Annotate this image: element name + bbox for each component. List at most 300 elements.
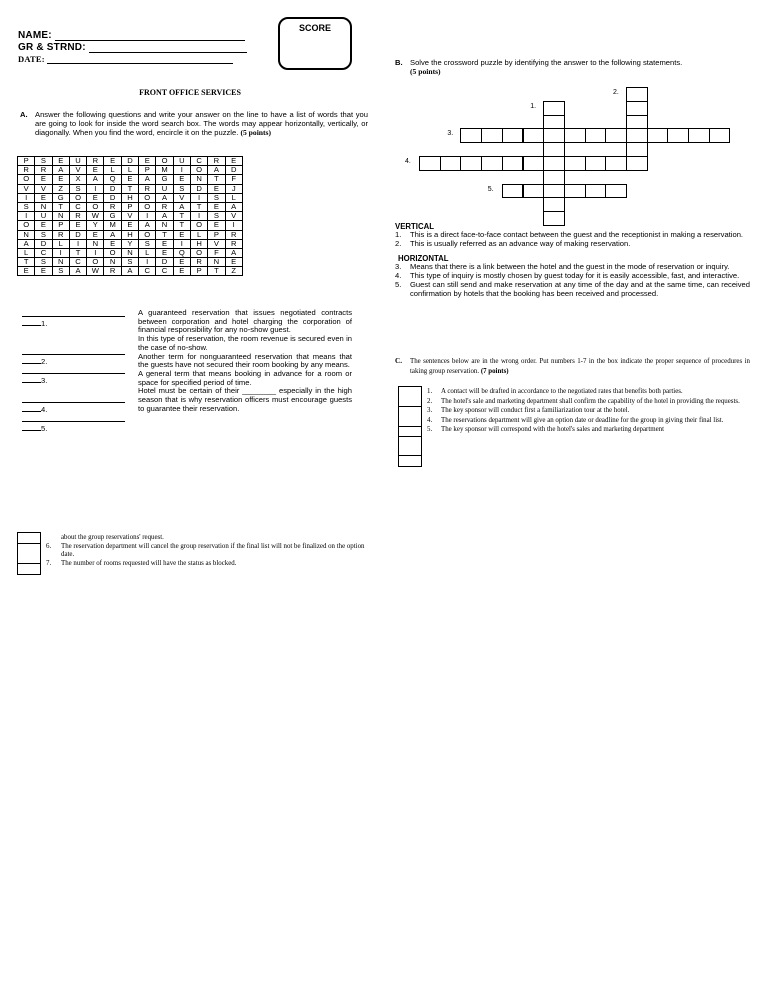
clue-text: This is a direct face-to-face contact between the guest and the receptionist in making a reservation. <box>410 230 744 239</box>
grid-cell[interactable]: S <box>208 212 225 221</box>
grid-cell[interactable]: Q <box>173 248 190 257</box>
grid-cell[interactable]: E <box>139 157 156 166</box>
crossword-clue-number: 1. <box>530 102 537 110</box>
grid-cell[interactable]: S <box>173 184 190 193</box>
definition-1: A guaranteed reservation that issues negotiated contracts between corporation and hotel charging the corporation of financial responsibility for any no-show guest. <box>138 308 352 335</box>
grid-cell[interactable]: O <box>139 193 156 202</box>
grid-cell[interactable]: S <box>35 157 52 166</box>
crossword-cell[interactable] <box>605 184 627 199</box>
definition-2: In this type of reservation, the room revenue is secured even in the case of no-show. <box>138 334 352 352</box>
grid-cell[interactable]: Q <box>104 175 121 184</box>
grid-cell[interactable]: S <box>121 258 138 267</box>
item-number: 4. <box>427 416 433 424</box>
section-c-item-3 <box>427 406 746 416</box>
crossword-cell[interactable] <box>543 170 565 185</box>
grid-row <box>18 267 243 276</box>
date-field[interactable] <box>47 55 233 64</box>
grid-cell[interactable]: D <box>104 193 121 202</box>
item-text: The hotel's sale and marketing department shall confirm the capability of the hotel in providing the requests. <box>441 397 740 405</box>
grid-cell[interactable]: I <box>225 221 242 230</box>
crossword-cell[interactable] <box>502 128 524 143</box>
grid-cell[interactable]: E <box>87 166 104 175</box>
grid-cell[interactable]: D <box>121 157 138 166</box>
grid-cell[interactable]: E <box>173 267 190 276</box>
grid-cell[interactable]: X <box>69 175 86 184</box>
grid-cell[interactable]: E <box>52 175 69 184</box>
grid-cell[interactable]: J <box>225 184 242 193</box>
grid-cell[interactable]: Z <box>225 267 242 276</box>
grid-cell[interactable]: T <box>173 212 190 221</box>
grid-cell[interactable]: E <box>52 157 69 166</box>
grid-cell[interactable]: M <box>156 166 173 175</box>
section-c-items <box>427 387 746 435</box>
date-label: DATE: <box>18 54 45 64</box>
grid-cell[interactable]: E <box>87 230 104 239</box>
crossword-clue-number: 2. <box>613 89 619 96</box>
answer-blank-1[interactable] <box>22 310 127 328</box>
grid-cell[interactable]: O <box>139 202 156 211</box>
section-c-instructions <box>410 357 750 376</box>
grid-cell[interactable]: I <box>87 184 104 193</box>
horizontal-heading: HORIZONTAL <box>398 254 449 264</box>
grid-cell[interactable]: S <box>35 230 52 239</box>
grid-cell[interactable]: L <box>225 193 242 202</box>
crossword-cell[interactable] <box>543 115 565 130</box>
grid-cell[interactable]: E <box>208 184 225 193</box>
grid-cell[interactable]: C <box>69 202 86 211</box>
crossword-cell[interactable] <box>543 156 565 171</box>
grid-cell[interactable]: T <box>190 202 207 211</box>
grid-cell[interactable]: A <box>121 267 138 276</box>
grid-cell[interactable]: T <box>121 184 138 193</box>
crossword-cell[interactable] <box>626 101 648 116</box>
crossword-cell[interactable] <box>419 156 441 171</box>
grid-cell[interactable]: S <box>139 239 156 248</box>
crossword-cell[interactable] <box>523 156 545 171</box>
grid-cell[interactable]: L <box>18 248 35 257</box>
grid-cell[interactable]: N <box>156 221 173 230</box>
grid-cell[interactable]: E <box>35 175 52 184</box>
grid-cell[interactable]: N <box>18 230 35 239</box>
clue-text: Guest can still send and make reservation at any time of the day and at the same time, can received confirmation by hotels that the booking has been received and processed. <box>410 279 750 298</box>
grid-cell[interactable]: N <box>52 258 69 267</box>
grid-cell[interactable]: C <box>156 267 173 276</box>
grid-cell[interactable]: F <box>208 248 225 257</box>
crossword-cell[interactable] <box>481 156 503 171</box>
word-search-table <box>17 156 243 276</box>
grid-cell[interactable]: G <box>104 212 121 221</box>
grid-cell[interactable]: P <box>121 202 138 211</box>
section-c-item-7 <box>46 559 371 569</box>
grid-cell[interactable]: V <box>208 239 225 248</box>
grid-cell[interactable]: I <box>190 193 207 202</box>
name-label: NAME: <box>18 30 52 41</box>
grid-cell[interactable]: R <box>225 230 242 239</box>
section-c-item-5-cont: about the group reservations' request. <box>61 534 164 541</box>
grid-cell[interactable]: R <box>156 202 173 211</box>
grid-cell[interactable]: N <box>104 258 121 267</box>
definition-3: Another term for nonguaranteed reservation that means that the guests have not secured their room booking by any means. <box>138 351 352 370</box>
crossword-cell[interactable] <box>626 115 648 130</box>
answer-box-6[interactable] <box>17 543 41 564</box>
grid-cell[interactable]: L <box>190 230 207 239</box>
grid-cell[interactable]: R <box>69 212 86 221</box>
crossword-cell[interactable] <box>647 128 669 143</box>
grid-cell[interactable]: A <box>225 202 242 211</box>
crossword-cell[interactable] <box>440 156 462 171</box>
grid-cell[interactable]: E <box>208 202 225 211</box>
crossword-cell[interactable] <box>626 87 648 102</box>
grid-row <box>18 175 243 184</box>
crossword-cell[interactable] <box>626 156 648 171</box>
answer-box-1[interactable] <box>398 386 422 407</box>
grid-cell[interactable]: I <box>18 193 35 202</box>
grid-cell[interactable]: E <box>121 221 138 230</box>
grid-cell[interactable]: L <box>52 239 69 248</box>
grade-label: GR & STRND: <box>18 42 86 53</box>
grid-cell[interactable]: T <box>69 248 86 257</box>
grid-cell[interactable]: O <box>104 248 121 257</box>
grid-cell[interactable]: A <box>139 221 156 230</box>
grid-cell[interactable]: G <box>52 193 69 202</box>
grid-cell[interactable]: R <box>190 258 207 267</box>
grid-cell[interactable]: I <box>190 212 207 221</box>
grid-cell[interactable]: N <box>208 258 225 267</box>
horizontal-clue-5 <box>395 281 750 298</box>
grid-cell[interactable]: O <box>139 230 156 239</box>
page-title: FRONT OFFICE SERVICES <box>139 88 241 97</box>
grid-cell[interactable]: W <box>87 212 104 221</box>
grid-cell[interactable]: T <box>18 258 35 267</box>
grid-cell[interactable]: P <box>139 166 156 175</box>
item-text: The key sponsor will correspond with the hotel's sales and marketing department <box>441 426 665 434</box>
section-b-points: (5 points) <box>410 67 441 76</box>
grid-cell[interactable]: O <box>87 202 104 211</box>
grid-cell[interactable]: U <box>156 184 173 193</box>
grid-cell[interactable]: E <box>69 221 86 230</box>
section-b-letter: B. <box>395 58 403 67</box>
clue-number: 4. <box>395 271 402 281</box>
grid-cell[interactable]: N <box>35 202 52 211</box>
answer-box-7[interactable] <box>17 563 41 575</box>
name-field[interactable] <box>55 31 245 41</box>
answer-blank-5[interactable] <box>22 415 127 433</box>
grid-cell[interactable]: R <box>139 184 156 193</box>
grid-cell[interactable]: L <box>104 166 121 175</box>
grid-cell[interactable]: E <box>173 230 190 239</box>
section-c-text: The sentences below are in the wrong order. Put numbers 1-7 in the box indicate the proper sequence of procedures in taking group reservation. <box>410 358 750 375</box>
clue-number: 2. <box>395 238 402 248</box>
section-c-item-6 <box>46 542 371 560</box>
clue-text: This is usually referred as an advance way of making reservation. <box>410 238 631 248</box>
grid-cell[interactable]: S <box>52 267 69 276</box>
grid-cell[interactable]: C <box>139 267 156 276</box>
grid-cell[interactable]: L <box>139 248 156 257</box>
vertical-clue-2 <box>395 240 750 249</box>
item-number: 5. <box>427 426 433 434</box>
grid-cell[interactable]: H <box>121 193 138 202</box>
grid-cell[interactable]: P <box>52 221 69 230</box>
grade-field[interactable] <box>89 43 247 53</box>
grid-cell[interactable]: O <box>69 193 86 202</box>
grid-cell[interactable]: V <box>173 193 190 202</box>
grid-cell[interactable]: I <box>69 239 86 248</box>
crossword-cell[interactable] <box>585 184 607 199</box>
item-text: The reservations department will give an option date or deadline for the group in giving their final list. <box>441 416 724 424</box>
grid-cell[interactable]: O <box>87 258 104 267</box>
crossword-cell[interactable] <box>585 156 607 171</box>
item-number: 3. <box>427 407 433 415</box>
grid-cell[interactable]: E <box>173 258 190 267</box>
grid-cell[interactable]: A <box>52 166 69 175</box>
grid-cell[interactable]: D <box>104 184 121 193</box>
grid-cell[interactable]: D <box>69 230 86 239</box>
grid-cell[interactable]: S <box>69 184 86 193</box>
clue-number: 3. <box>395 262 402 272</box>
item-text: A contact will be drafted in accordance to the negotiated rates that benefits both parties. <box>441 388 683 395</box>
grid-cell[interactable]: A <box>173 202 190 211</box>
answer-number: 4. <box>41 405 48 414</box>
grid-cell[interactable]: G <box>156 175 173 184</box>
item-text: The reservation department will cancel the group reservation if the final list will not be finalized on the option date. <box>61 542 365 559</box>
grid-cell[interactable]: O <box>190 221 207 230</box>
grid-cell[interactable]: T <box>52 202 69 211</box>
grid-cell[interactable]: Y <box>121 239 138 248</box>
crossword-cell[interactable] <box>543 184 565 199</box>
crossword-cell[interactable] <box>626 128 648 143</box>
grid-cell[interactable]: D <box>225 166 242 175</box>
crossword-clue-number: 3. <box>447 130 454 138</box>
grid-cell[interactable]: T <box>173 221 190 230</box>
grid-cell[interactable]: N <box>87 239 104 248</box>
grid-cell[interactable]: A <box>225 248 242 257</box>
crossword-cell[interactable] <box>523 184 545 199</box>
crossword-cell[interactable] <box>605 156 627 171</box>
grid-cell[interactable]: A <box>69 267 86 276</box>
crossword-cell[interactable] <box>543 101 565 116</box>
grid-cell[interactable]: E <box>156 248 173 257</box>
grid-cell[interactable]: M <box>104 221 121 230</box>
grid-cell[interactable]: D <box>35 239 52 248</box>
grid-cell[interactable]: A <box>87 175 104 184</box>
score-label: SCORE <box>298 23 331 33</box>
grid-cell[interactable]: E <box>104 157 121 166</box>
crossword-cell[interactable] <box>564 184 586 199</box>
grid-cell[interactable]: O <box>156 157 173 166</box>
grid-cell[interactable]: O <box>18 221 35 230</box>
grid-cell[interactable]: A <box>208 166 225 175</box>
crossword-cell[interactable] <box>460 156 482 171</box>
crossword-cell[interactable] <box>564 156 586 171</box>
grid-cell[interactable]: F <box>225 175 242 184</box>
grid-cell[interactable]: R <box>18 166 35 175</box>
section-c-item-5 <box>427 425 746 435</box>
crossword-cell[interactable] <box>585 128 607 143</box>
grid-row <box>18 221 243 230</box>
crossword-cell[interactable] <box>481 128 503 143</box>
grid-cell[interactable]: E <box>35 221 52 230</box>
grid-cell[interactable]: A <box>156 193 173 202</box>
answer-blank-3[interactable] <box>22 367 127 385</box>
grid-cell[interactable]: V <box>225 212 242 221</box>
section-b-instructions <box>410 58 752 76</box>
answer-blank-2[interactable] <box>22 348 127 366</box>
item-number: 2. <box>427 397 433 405</box>
definition-4: A general term that means booking in advance for a room or space for specified period of time. <box>138 368 352 387</box>
grid-cell[interactable]: R <box>104 202 121 211</box>
section-b-text: Solve the crossword puzzle by identifying the answer to the following statements. <box>410 58 683 67</box>
clue-number: 1. <box>395 230 402 239</box>
grid-cell[interactable]: Z <box>52 184 69 193</box>
item-number: 6. <box>46 542 52 550</box>
crossword-cell[interactable] <box>543 128 565 143</box>
grid-cell[interactable]: E <box>208 221 225 230</box>
grid-cell[interactable]: O <box>18 175 35 184</box>
grid-cell[interactable]: V <box>18 184 35 193</box>
crossword-cell[interactable] <box>543 197 565 212</box>
clue-text: Means that there is a link between the hotel and the guest in the mode of reservation or inquiry. <box>410 262 730 272</box>
section-a-text: Answer the following questions and write your answer on the line to have a list of words that you are going to look for inside the word search box. The words may appear horizontally, vertically, or diagonally. When you find the word, encircle it on the puzzle. <box>35 110 368 137</box>
grid-cell[interactable]: E <box>104 239 121 248</box>
answer-number: 5. <box>41 424 48 433</box>
grid-cell[interactable]: W <box>87 267 104 276</box>
grid-cell[interactable]: I <box>139 258 156 267</box>
grid-cell[interactable]: E <box>225 157 242 166</box>
grid-cell[interactable]: T <box>208 175 225 184</box>
grid-cell[interactable]: A <box>104 230 121 239</box>
section-c-item-4 <box>427 416 746 426</box>
crossword-cell[interactable] <box>460 128 482 143</box>
answer-number: 3. <box>41 376 48 385</box>
crossword-cell[interactable] <box>502 184 524 199</box>
crossword-cell[interactable] <box>502 156 524 171</box>
grid-cell[interactable]: E <box>121 175 138 184</box>
grid-cell[interactable]: R <box>104 267 121 276</box>
grid-cell[interactable]: R <box>225 239 242 248</box>
grid-row <box>18 239 243 248</box>
grid-cell[interactable]: R <box>87 157 104 166</box>
section-a-points: (5 points) <box>240 128 272 137</box>
grid-cell[interactable]: E <box>35 193 52 202</box>
crossword-cell[interactable] <box>626 142 648 157</box>
grid-cell[interactable]: H <box>121 230 138 239</box>
grid-cell[interactable]: I <box>173 166 190 175</box>
answer-box-4[interactable] <box>398 436 422 456</box>
clue-number: 5. <box>395 279 402 289</box>
grid-cell[interactable]: P <box>190 267 207 276</box>
name-row <box>18 30 245 41</box>
answer-box-2[interactable] <box>398 406 422 427</box>
grid-cell[interactable]: U <box>173 157 190 166</box>
section-c-points: (7 points) <box>480 367 509 375</box>
grade-row <box>18 42 247 53</box>
grid-cell[interactable]: P <box>18 157 35 166</box>
grid-cell[interactable]: P <box>208 230 225 239</box>
grid-cell[interactable]: C <box>35 248 52 257</box>
grid-cell[interactable]: R <box>35 166 52 175</box>
grid-cell[interactable]: N <box>52 212 69 221</box>
section-c-item-1 <box>427 387 746 397</box>
grid-cell[interactable]: D <box>190 184 207 193</box>
word-search-grid <box>17 156 243 276</box>
grid-cell[interactable]: A <box>139 175 156 184</box>
grid-cell[interactable]: R <box>208 157 225 166</box>
grid-cell[interactable]: N <box>190 175 207 184</box>
grid-row <box>18 184 243 193</box>
grid-cell[interactable]: E <box>173 175 190 184</box>
grid-cell[interactable]: I <box>139 212 156 221</box>
crossword-cell[interactable] <box>523 128 545 143</box>
grid-cell[interactable]: E <box>225 258 242 267</box>
grid-cell[interactable]: V <box>121 212 138 221</box>
item-number: 1. <box>427 388 433 395</box>
grid-cell[interactable]: A <box>156 212 173 221</box>
answer-blank-4[interactable] <box>22 396 127 414</box>
grid-cell[interactable]: I <box>173 239 190 248</box>
grid-cell[interactable]: I <box>52 248 69 257</box>
grid-cell[interactable]: E <box>18 267 35 276</box>
grid-cell[interactable]: A <box>18 239 35 248</box>
crossword-cell[interactable] <box>543 142 565 157</box>
score-box[interactable] <box>278 17 352 70</box>
grid-cell[interactable]: U <box>35 212 52 221</box>
definition-5: Hotel must be certain of their ________ especially in the high season that is why reservation officers must encourage guests to guarantee their reservation. <box>138 386 352 413</box>
grid-cell[interactable]: E <box>156 239 173 248</box>
crossword-cell[interactable] <box>605 128 627 143</box>
grid-cell[interactable]: O <box>190 166 207 175</box>
grid-cell[interactable]: H <box>190 239 207 248</box>
grid-cell[interactable]: S <box>35 258 52 267</box>
grid-cell[interactable]: T <box>156 230 173 239</box>
date-row <box>18 54 233 64</box>
crossword-clue-number: 5. <box>487 185 494 193</box>
grid-cell[interactable]: U <box>69 157 86 166</box>
grid-cell[interactable]: S <box>18 202 35 211</box>
crossword-cell[interactable] <box>667 128 689 143</box>
item-number: 7. <box>46 559 52 567</box>
section-c-letter: C. <box>395 357 402 365</box>
grid-row <box>18 230 243 239</box>
grid-cell[interactable]: I <box>18 212 35 221</box>
grid-cell[interactable]: V <box>69 166 86 175</box>
grid-cell[interactable]: L <box>121 166 138 175</box>
grid-cell[interactable]: C <box>69 258 86 267</box>
grid-cell[interactable]: I <box>87 248 104 257</box>
grid-cell[interactable]: V <box>35 184 52 193</box>
section-c-continued <box>46 534 371 568</box>
grid-cell[interactable]: R <box>52 230 69 239</box>
grid-cell[interactable]: Y <box>87 221 104 230</box>
grid-cell[interactable]: E <box>87 193 104 202</box>
section-c-item-2 <box>427 397 746 407</box>
grid-cell[interactable]: O <box>190 248 207 257</box>
crossword-clue-number: 4. <box>405 158 411 165</box>
grid-cell[interactable]: T <box>208 267 225 276</box>
grid-cell[interactable]: E <box>35 267 52 276</box>
answer-number: 2. <box>41 357 48 366</box>
crossword-cell[interactable] <box>688 128 710 143</box>
answer-box-5[interactable] <box>398 455 422 467</box>
grid-cell[interactable]: N <box>121 248 138 257</box>
item-text: The number of rooms requested will have the status as blocked. <box>61 559 237 567</box>
crossword-cell[interactable] <box>564 128 586 143</box>
grid-cell[interactable]: D <box>156 258 173 267</box>
grid-cell[interactable]: S <box>208 193 225 202</box>
clue-text: This type of inquiry is mostly chosen by guest today for it is easily accessible, fast, and interactive. <box>410 271 740 281</box>
crossword-cell[interactable] <box>709 128 731 143</box>
answer-number: 1. <box>41 319 48 328</box>
grid-cell[interactable]: C <box>190 157 207 166</box>
